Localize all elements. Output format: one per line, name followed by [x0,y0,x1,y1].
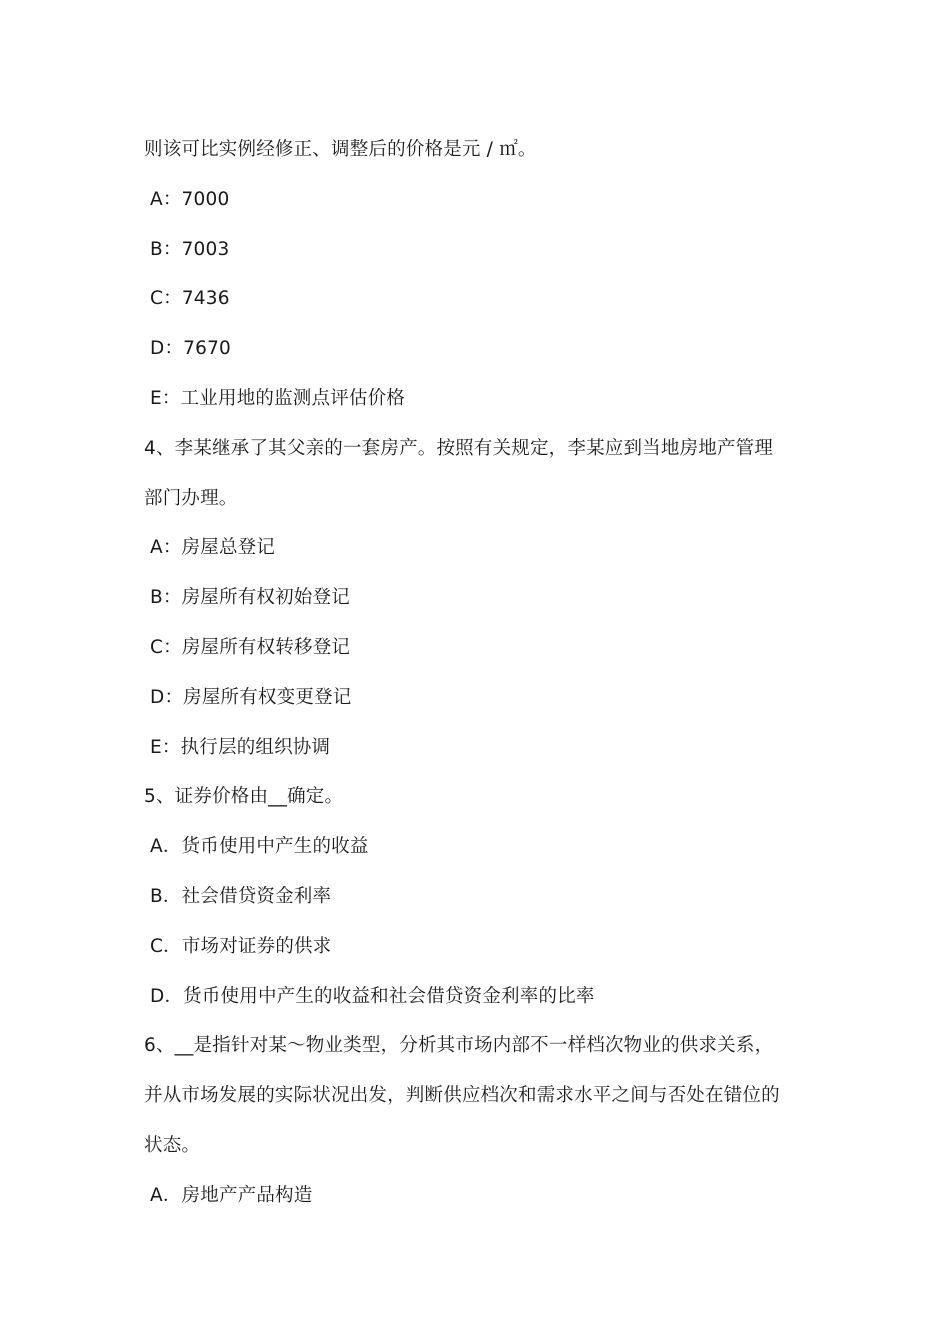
question-text: 状态。 [144,1134,201,1156]
question-text: 并从市场发展的实际状况出发，判断供应档次和需求水平之间与否处在错位的 [144,1085,780,1107]
document-page [144,125,824,1221]
answer-option: A．房地产产品构造 [150,1184,313,1206]
question-text: 6、__是指针对某～物业类型，分析其市场内部不一样档次物业的供求关系， [144,1035,774,1057]
answer-option: D：7670 [150,338,232,360]
answer-option: A．货币使用中产生的收益 [150,836,369,858]
answer-option: A：房屋总登记 [150,537,276,559]
answer-option: A：7000 [150,188,230,210]
answer-option: C．市场对证券的供求 [150,935,332,957]
question-text: 则该可比实例经修正、调整后的价格是元 / ㎡。 [144,139,537,160]
answer-option: D：房屋所有权变更登记 [150,686,352,708]
answer-option: D．货币使用中产生的收益和社会借贷资金利率的比率 [150,985,595,1007]
answer-option: C：房屋所有权转移登记 [150,636,351,658]
question-text: 5、证券价格由__确定。 [144,786,344,808]
answer-option: E：工业用地的监测点评估价格 [150,387,405,409]
answer-option: B．社会借贷资金利率 [150,885,332,907]
answer-option: B：房屋所有权初始登记 [150,587,350,609]
answer-option: E：执行层的组织协调 [150,736,331,758]
answer-option: C：7436 [150,288,230,310]
question-text: 部门办理。 [144,487,238,509]
question-text: 4、李某继承了其父亲的一套房产。按照有关规定，李某应到当地房地产管理 [144,437,774,459]
answer-option: B：7003 [150,238,230,260]
